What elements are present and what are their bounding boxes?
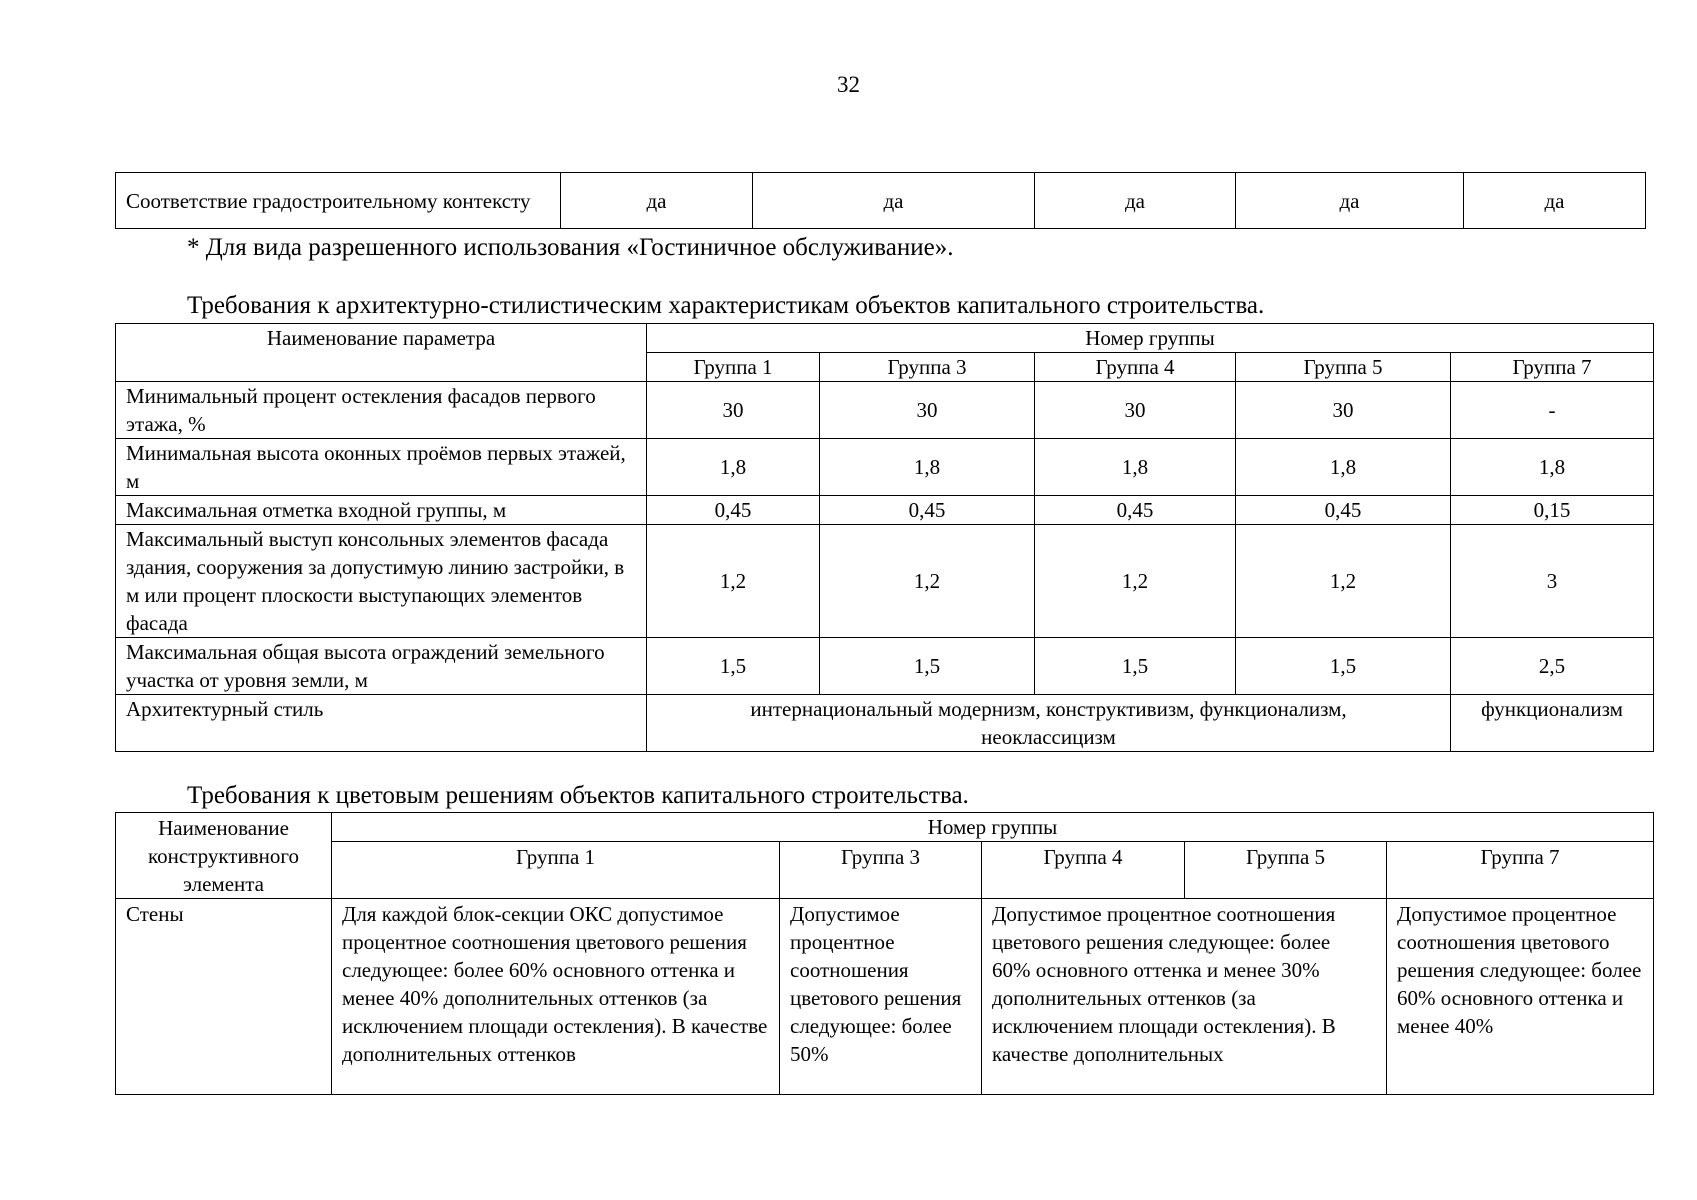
row-label: Максимальная отметка входной группы, м: [116, 496, 647, 525]
cell-value: 1,8: [1035, 439, 1236, 496]
cell-value: 1,5: [1035, 638, 1236, 695]
architecture-requirements-table: [115, 323, 1654, 752]
style-groups-1-5: интернациональный модернизм, конструктивизм, функционализм, неоклассицизм: [647, 695, 1451, 752]
cell-value: 1,5: [1236, 638, 1451, 695]
group-header: Группа 3: [780, 842, 982, 899]
cell-value: 1,8: [820, 439, 1035, 496]
cell-value: да: [1236, 173, 1464, 229]
cell-value: 30: [647, 382, 820, 439]
group-header: Группа 7: [1451, 353, 1654, 382]
cell-value: 1,8: [647, 439, 820, 496]
cell-value: да: [1464, 173, 1646, 229]
cell-value: Для каждой блок-секции ОКС допустимое процентное соотношения цветового решения следующее: более 60% основного оттенка и менее 40% дополнительных оттенков (за исключением площади остекления). В качестве дополнительных оттенков: [332, 899, 780, 1095]
cell-value: 30: [1236, 382, 1451, 439]
table-row: [116, 525, 1654, 638]
cell-value: Допустимое процентное соотношения цветового решения следующее: более 60% основного оттенка и менее 40%: [1387, 899, 1654, 1095]
cell-value: 0,45: [820, 496, 1035, 525]
cell-value: да: [753, 173, 1035, 229]
cell-value: 3: [1451, 525, 1654, 638]
cell-value: 0,45: [1236, 496, 1451, 525]
color-requirements-table: [115, 812, 1654, 1095]
table-row: [116, 173, 1646, 229]
section-heading-architecture: Требования к архитектурно-стилистическим характеристикам объектов капитального строительства.: [187, 292, 1265, 319]
table-row: [116, 382, 1654, 439]
cell-value: 1,2: [820, 525, 1035, 638]
row-label: Стены: [116, 899, 332, 1095]
group-number-header: Номер группы: [647, 324, 1654, 353]
cell-value: 1,2: [1236, 525, 1451, 638]
section-heading-color: Требования к цветовым решениям объектов капитального строительства.: [187, 782, 969, 809]
table-row: [116, 439, 1654, 496]
cell-value: 1,2: [647, 525, 820, 638]
previous-table-continuation: [115, 172, 1646, 229]
cell-value: да: [1035, 173, 1236, 229]
cell-value: 0,45: [647, 496, 820, 525]
group-header: Группа 1: [647, 353, 820, 382]
group-number-header: Номер группы: [332, 813, 1654, 842]
row-label: Минимальная высота оконных проёмов первых этажей, м: [116, 439, 647, 496]
group-header: Группа 7: [1387, 842, 1654, 899]
cell-value: 0,45: [1035, 496, 1236, 525]
row-label: Минимальный процент остекления фасадов первого этажа, %: [116, 382, 647, 439]
group-header: Группа 3: [820, 353, 1035, 382]
group-header: Группа 5: [1236, 353, 1451, 382]
cell-value: 1,8: [1451, 439, 1654, 496]
cell-value: 1,5: [820, 638, 1035, 695]
row-label: Максимальный выступ консольных элементов фасада здания, сооружения за допустимую линию застройки, в м или процент плоскости выступающих элементов фасада: [116, 525, 647, 638]
group-header: Группа 4: [1035, 353, 1236, 382]
cell-value: 1,2: [1035, 525, 1236, 638]
cell-value: да: [561, 173, 753, 229]
group-header: Группа 5: [1185, 842, 1387, 899]
cell-value: 0,15: [1451, 496, 1654, 525]
page-number: 32: [837, 72, 860, 97]
row-label: Максимальная общая высота ограждений земельного участка от уровня земли, м: [116, 638, 647, 695]
row-label: Архитектурный стиль: [116, 695, 647, 752]
cell-value: 1,8: [1236, 439, 1451, 496]
cell-value: Допустимое процентное соотношения цветового решения следующее: более 60% основного оттенка и менее 30% дополнительных оттенков (за исключением площади остекления). В качестве дополнительных: [982, 899, 1387, 1095]
cell-value: -: [1451, 382, 1654, 439]
cell-value: 30: [820, 382, 1035, 439]
cell-value: 1,5: [647, 638, 820, 695]
group-header: Группа 1: [332, 842, 780, 899]
group-header: Группа 4: [982, 842, 1185, 899]
style-group-7: функционализм: [1451, 695, 1654, 752]
table-header-row: [116, 813, 1654, 842]
table-row: [116, 899, 1654, 1095]
table-header-row: [116, 842, 1654, 899]
table-row: [116, 695, 1654, 752]
footnote: * Для вида разрешенного использования «Гостиничное обслуживание».: [187, 234, 954, 261]
element-column-header: Наименование конструктивного элемента: [116, 813, 332, 899]
cell-value: 30: [1035, 382, 1236, 439]
cell-value: 2,5: [1451, 638, 1654, 695]
table-row: [116, 496, 1654, 525]
table-header-row: [116, 324, 1654, 353]
table-row: [116, 638, 1654, 695]
row-label: Соответствие градостроительному контексту: [116, 173, 561, 229]
param-column-header: Наименование параметра: [116, 324, 647, 382]
cell-value: Допустимое процентное соотношения цветового решения следующее: более 50%: [780, 899, 982, 1095]
